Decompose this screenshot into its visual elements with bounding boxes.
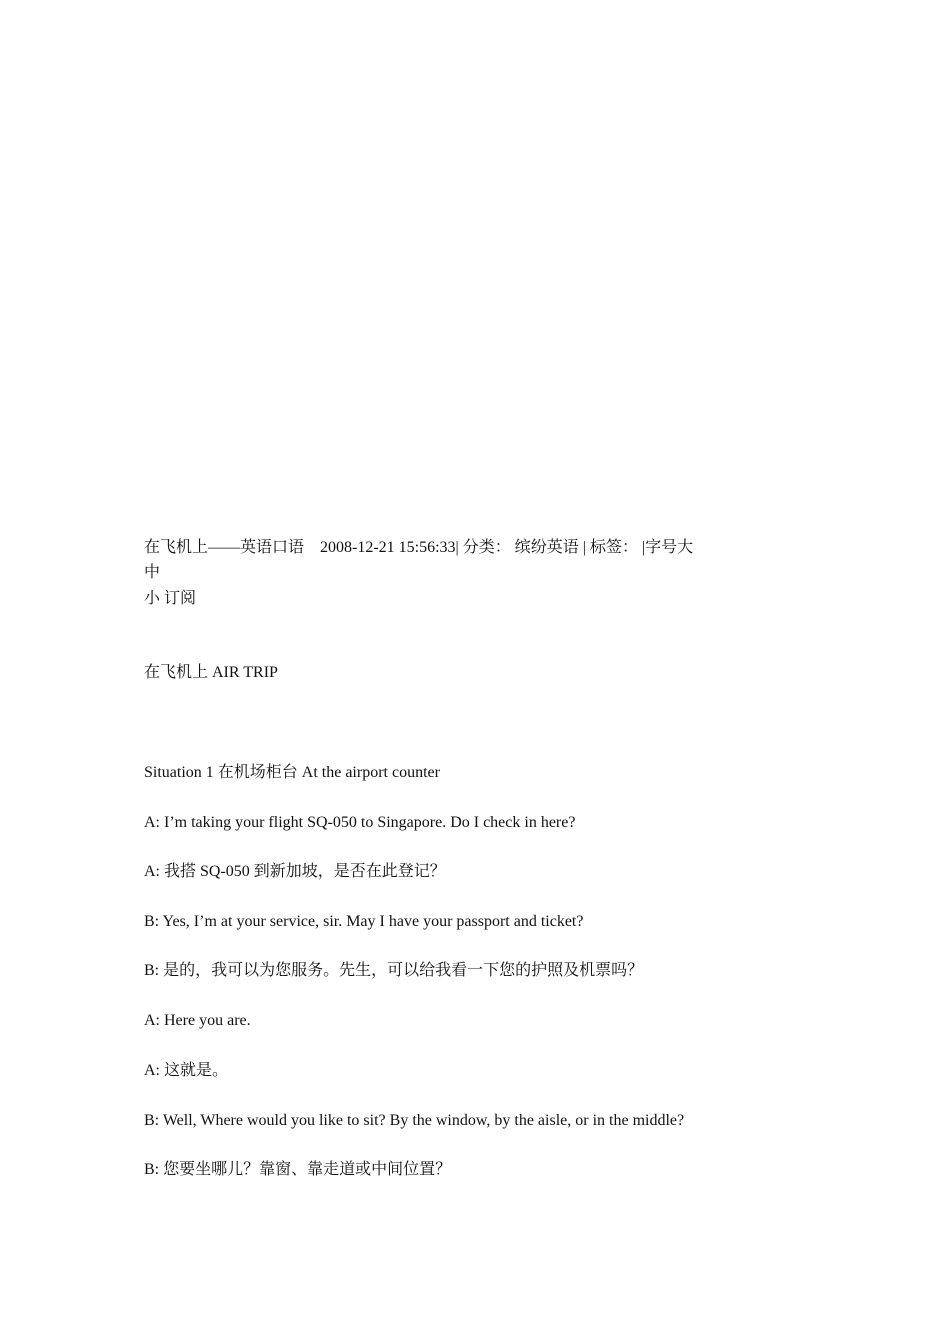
dialogue-line: B: Well, Where would you like to sit? By the window, by the aisle, or in the middle? bbox=[144, 1112, 685, 1129]
situation-heading: Situation 1 在机场柜台 At the airport counter bbox=[144, 764, 440, 781]
post-meta-line-subscribe: 小 订阅 bbox=[144, 590, 197, 607]
dialogue-line: B: Yes, I’m at your service, sir. May I have your passport and ticket? bbox=[144, 913, 584, 930]
dialogue-line: A: Here you are. bbox=[144, 1012, 251, 1029]
dialogue-line: A: 这就是。 bbox=[144, 1062, 229, 1079]
dialogue-line: A: I’m taking your flight SQ-050 to Singapore. Do I check in here? bbox=[144, 814, 576, 831]
post-meta-line: 在飞机上——英语口语 2008-12-21 15:56:33| 分类： 缤纷英语 | 标签： |字号大 bbox=[144, 539, 694, 556]
post-meta-line-wrap: 中 bbox=[144, 564, 161, 581]
dialogue-line: B: 您要坐哪儿？靠窗、靠走道或中间位置？ bbox=[144, 1161, 452, 1178]
dialogue-line: A: 我搭 SQ-050 到新加坡，是否在此登记？ bbox=[144, 863, 446, 880]
dialogue-line: B: 是的，我可以为您服务。先生，可以给我看一下您的护照及机票吗？ bbox=[144, 962, 644, 979]
article-title: 在飞机上 AIR TRIP bbox=[144, 664, 278, 681]
